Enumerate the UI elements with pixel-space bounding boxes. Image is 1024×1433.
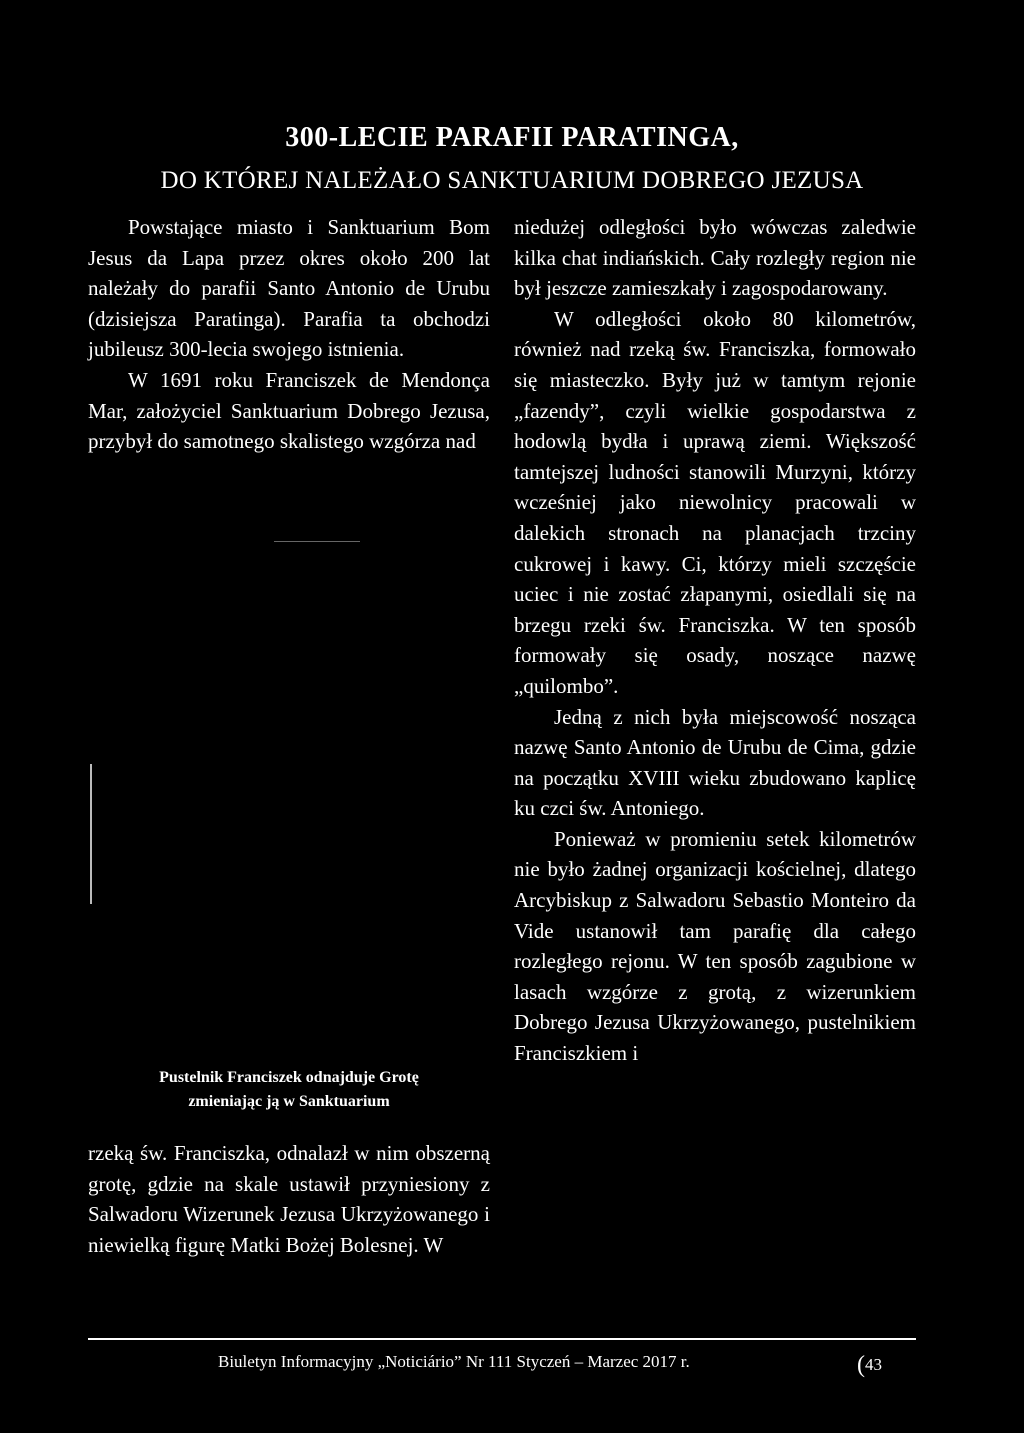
page-number [857,1350,882,1377]
article-subtitle: DO KTÓREJ NALEŻAŁO SANKTUARIUM DOBREGO JEZUSA [160,167,864,194]
paragraph: niedużej odległości było wówczas zaledwie kilka chat indiańskich. Cały rozległy region nie był jeszcze zamieszkały i zagospodarowany. [514,215,916,301]
paragraph: Ponieważ w promieniu setek kilometrów nie było żadnej organizacji kościelnej, dlatego Arcybiskup z Salwadoru Sebastio Monteiro da Vide ustanowił tam parafię dla całego rozległego rejonu. W ten sposób zagubione w lasach wzgórze z grotą, z wizerunkiem Dobrego Jezusa Ukrzyżowanego, pustelnikiem Franciszkiem i [514,826,916,1066]
page-number-bracket: ( [857,1352,865,1378]
paragraph: W 1691 roku Franciszek de Mendonça Mar, założyciel Sanktuarium Dobrego Jezusa, przybył do samotnego skalistego wzgórza nad [88,367,490,454]
figure-caption [88,1066,490,1114]
footer-divider [88,1338,916,1340]
left-column-bottom [88,1138,490,1260]
paragraph: W odległości około 80 kilometrów, również nad rzeką św. Franciszka, formowało się miasteczko. Były już w tamtym rejonie „fazendy”, czyli wielkie gospodarstwa z hodowlą bydła i uprawą ziemi. Większość tamtejszej ludności stanowili Murzyni, którzy wcześniej jako niewolnicy pracowali w dalekich stronach na planacjach trzciny cukrowej i kawy. Ci, którzy mieli szczęście uciec i nie zostać złapanymi, osiedlali się na brzegu rzeki św. Franciszka. W ten sposób formowały się osady, noszące nazwę „quilombo”. [514,306,916,698]
left-column-top [88,212,490,457]
article-title: 300-LECIE PARAFII PARATINGA, [285,122,739,153]
page-number-value: 43 [865,1355,882,1374]
caption-line: Pustelnik Franciszek odnajduje Grotę [159,1069,419,1086]
caption-line: zmieniając ją w Sanktuarium [188,1093,390,1110]
right-column [514,212,916,1069]
footer-text: Biuletyn Informacyjny „Noticiário” Nr 111 Styczeń – Marzec 2017 r. [218,1352,690,1371]
paragraph: rzeką św. Franciszka, odnalazł w nim obszerną grotę, gdzie na skale ustawił przyniesiony z Salwadoru Wizerunek Jezusa Ukrzyżowanego i niewielką figurę Matki Bożej Bolesnej. W [88,1141,490,1257]
paragraph: Jedną z nich była miejscowość nosząca nazwę Santo Antonio de Urubu de Cima, gdzie na początku XVIII wieku zbudowano kaplicę ku czci św. Antoniego. [514,704,916,821]
image-edge [90,764,92,904]
paragraph: Powstające miasto i Sanktuarium Bom Jesus da Lapa przez okres około 200 lat należały do parafii Santo Antonio de Urubu (dzisiejsza Paratinga). Parafia ta obchodzi jubileusz 300-lecia swojego istnienia. [88,215,490,362]
figure-image [88,534,490,1054]
image-edge [274,541,360,542]
